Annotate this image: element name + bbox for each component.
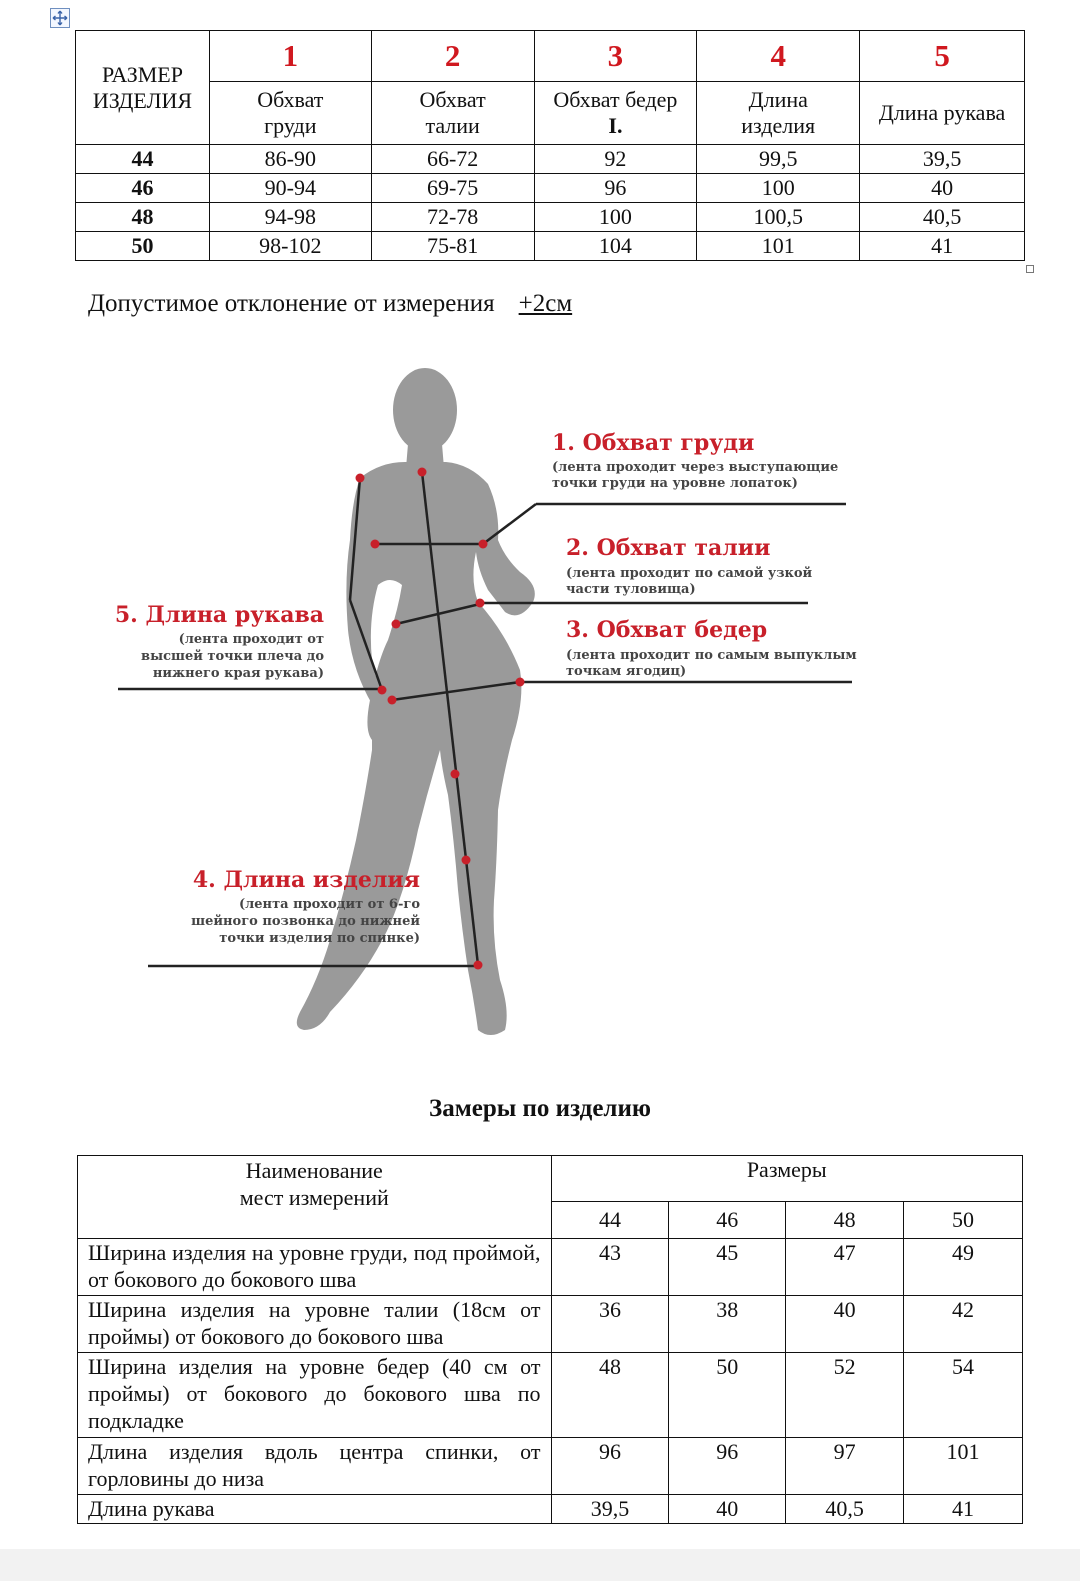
column-label: изделия: [741, 113, 816, 138]
label-note: части туловища): [566, 582, 696, 597]
table-cell: 100,5: [697, 203, 860, 232]
table-cell: 96: [669, 1438, 786, 1495]
table-cell: 72-78: [371, 203, 534, 232]
table-cell: 41: [904, 1495, 1023, 1524]
table-cell: 86-90: [209, 145, 371, 174]
table-cell: 38: [669, 1296, 786, 1353]
table-cell: 40: [669, 1495, 786, 1524]
table-cell: 45: [669, 1239, 786, 1296]
column-label: Обхват: [257, 87, 324, 112]
column-number: 3: [534, 31, 697, 82]
tolerance-text: Допустимое отклонение от измерения: [88, 290, 495, 317]
column-number: 2: [371, 31, 534, 82]
label-title: 1. Обхват груди: [552, 430, 755, 456]
section-title: Замеры по изделию: [429, 1095, 651, 1122]
column-number: 4: [697, 31, 860, 82]
size-header-cell: 48: [786, 1201, 904, 1238]
table-row: [78, 1353, 1023, 1438]
column-label: талии: [425, 113, 480, 138]
column-header: [534, 82, 697, 145]
table-cell: 98-102: [209, 232, 371, 261]
table-cell: 96: [551, 1438, 669, 1495]
label-note: точки изделия по спинке): [219, 931, 420, 946]
column-label: груди: [264, 113, 317, 138]
column-label: Обхват: [419, 87, 486, 112]
table-cell: 97: [786, 1438, 904, 1495]
table-move-handle-icon[interactable]: [50, 8, 70, 28]
table-row: [78, 1239, 1023, 1296]
size-cell: 44: [76, 145, 210, 174]
table-cell: 52: [786, 1353, 904, 1438]
table-cell: 39,5: [551, 1495, 669, 1524]
garment-measurements-table: [77, 1155, 1023, 1524]
label-note: (лента проходит по самой узкой: [566, 566, 813, 581]
column-label: Обхват бедер: [553, 87, 678, 112]
measurement-name: Ширина изделия на уровне груди, под проймой, от бокового до бокового шва: [78, 1239, 552, 1296]
table-cell: 100: [534, 203, 697, 232]
measurement-name: Длина рукава: [78, 1495, 552, 1524]
label-note: шейного позвонка до нижней: [191, 914, 420, 929]
column-label: Длина рукава: [878, 100, 1006, 125]
label-note: (лента проходит от: [178, 632, 324, 647]
label-note: нижнего края рукава): [152, 666, 324, 681]
table-cell: 101: [904, 1438, 1023, 1495]
table-cell: 66-72: [371, 145, 534, 174]
size-cell: 46: [76, 174, 210, 203]
bottom-strip: [0, 1549, 1080, 1581]
size-cell: 48: [76, 203, 210, 232]
table-cell: 50: [669, 1353, 786, 1438]
table-cell: 43: [551, 1239, 669, 1296]
name-header-line2: мест измерений: [239, 1185, 389, 1210]
size-header-line2: ИЗДЕЛИЯ: [92, 87, 193, 113]
measurement-diagram: [0, 340, 1080, 1060]
table-cell: 94-98: [209, 203, 371, 232]
table-cell: 54: [904, 1353, 1023, 1438]
size-column-header: [76, 31, 210, 145]
table-cell: 100: [697, 174, 860, 203]
label-title: 3. Обхват бедер: [566, 617, 768, 643]
column-header: [371, 82, 534, 145]
table-row: [76, 145, 1025, 174]
table-cell: 104: [534, 232, 697, 261]
tolerance-note: [88, 290, 572, 318]
column-header: [209, 82, 371, 145]
table-cell: 96: [534, 174, 697, 203]
table-cell: 90-94: [209, 174, 371, 203]
label-title: 5. Длина рукава: [114, 602, 324, 628]
size-table: [75, 30, 1025, 261]
table-row: [76, 232, 1025, 261]
table-cell: 40: [786, 1296, 904, 1353]
label-waist: [566, 535, 813, 597]
table-cell: 36: [551, 1296, 669, 1353]
table-cell: 39,5: [860, 145, 1025, 174]
table-cell: 47: [786, 1239, 904, 1296]
column-header: [697, 82, 860, 145]
label-sleeve: [115, 602, 325, 681]
column-header: [860, 82, 1025, 145]
measurement-name: Длина изделия вдоль центра спинки, от горловины до низа: [78, 1438, 552, 1495]
table-cell: 41: [860, 232, 1025, 261]
table-cell: 48: [551, 1353, 669, 1438]
size-header-cell: 44: [551, 1201, 669, 1238]
size-cell: 50: [76, 232, 210, 261]
column-label: Длина: [748, 87, 808, 112]
measurement-figure: [0, 340, 1080, 1060]
label-note: высшей точки плеча до: [141, 649, 324, 664]
column-label: I.: [608, 113, 623, 138]
label-note: точки груди на уровне лопаток): [552, 476, 798, 491]
label-note: (лента проходит через выступающие: [552, 460, 839, 475]
table-row: [78, 1296, 1023, 1353]
label-length: [191, 867, 420, 946]
size-header-cell: 46: [669, 1201, 786, 1238]
table-cell: 69-75: [371, 174, 534, 203]
label-note: точкам ягодиц): [566, 664, 687, 679]
label-note: (лента проходит по самым выпуклым: [566, 648, 857, 663]
tolerance-value: +2см: [518, 290, 573, 317]
label-chest: [552, 430, 838, 491]
label-title: 2. Обхват талии: [566, 535, 771, 561]
label-title: 4. Длина изделия: [192, 867, 420, 893]
table-cell: 40,5: [860, 203, 1025, 232]
name-column-header: [78, 1156, 552, 1239]
sizes-header: Размеры: [551, 1156, 1023, 1202]
label-hips: [566, 617, 857, 679]
size-header-cell: 50: [904, 1201, 1023, 1238]
column-number: 1: [209, 31, 371, 82]
size-header-line1: РАЗМЕР: [101, 61, 183, 87]
table-cell: 49: [904, 1239, 1023, 1296]
measurement-name: Ширина изделия на уровне талии (18см от проймы) от бокового до бокового шва: [78, 1296, 552, 1353]
table-row: [78, 1438, 1023, 1495]
table-row: [76, 174, 1025, 203]
name-header-line1: Наименование: [245, 1158, 383, 1183]
table-cell: 40,5: [786, 1495, 904, 1524]
table-cell: 99,5: [697, 145, 860, 174]
table-cell: 42: [904, 1296, 1023, 1353]
table-row: [78, 1495, 1023, 1524]
table-row: [76, 203, 1025, 232]
table-cell: 92: [534, 145, 697, 174]
table-cell: 40: [860, 174, 1025, 203]
table-cell: 75-81: [371, 232, 534, 261]
measurement-name: Ширина изделия на уровне бедер (40 см от проймы) от бокового до бокового шва по подкладке: [78, 1353, 552, 1438]
column-number: 5: [860, 31, 1025, 82]
table-cell: 101: [697, 232, 860, 261]
label-note: (лента проходит от 6-го: [238, 897, 420, 912]
table-resize-handle[interactable]: [1026, 265, 1034, 273]
